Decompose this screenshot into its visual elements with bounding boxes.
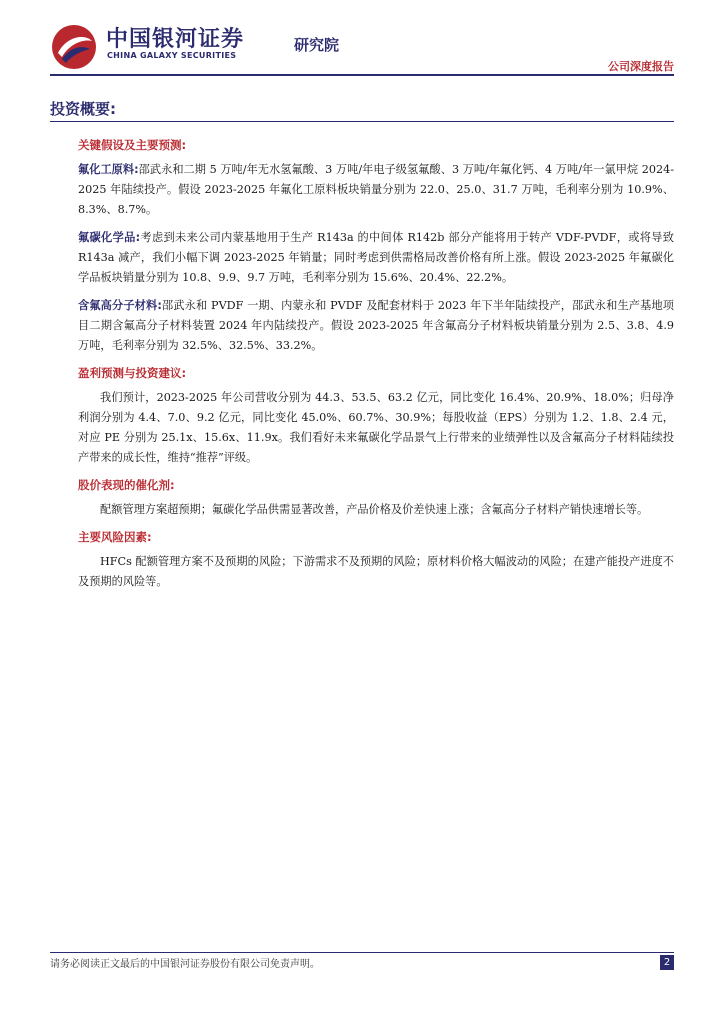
brand-name-en: CHINA GALAXY SECURITIES (107, 51, 237, 60)
fluorocarbon-paragraph (78, 228, 674, 288)
section-divider (50, 121, 674, 122)
catalyst-heading: 股价表现的催化剂: (78, 478, 175, 492)
fluoro-materials-paragraph (78, 160, 674, 220)
header-divider (50, 74, 674, 76)
page-header (50, 20, 674, 74)
main-content (50, 128, 674, 600)
galaxy-logo-icon (50, 23, 98, 71)
catalyst-paragraph: 配额管理方案超预期；氟碳化学品供需显著改善，产品价格及价差快速上涨；含氟高分子材料产销快速增长等。 (100, 503, 649, 516)
page-number: 2 (660, 955, 674, 970)
footer-divider (50, 952, 674, 953)
fluorocarbon-lead: 氟碳化学品: (78, 231, 141, 244)
institute-name: 研究院 (294, 36, 340, 54)
footer-disclaimer: 请务必阅读正文最后的中国银河证券股份有限公司免责声明。 (50, 959, 320, 970)
brand-name-cn: 中国银河证券 (106, 27, 245, 52)
fluoro-materials-text: 邵武永和二期 5 万吨/年无水氢氟酸、3 万吨/年电子级氢氟酸、3 万吨/年氟化钙、4 万吨/年一氯甲烷 2024-2025 年陆续投产。假设 2023-2025 年氟化工原料板块销量分别为 22.0、25.0、31.7 万吨，毛利率分别为 10.9%、8.3%、8.7%。 (78, 163, 674, 216)
section-title: 投资概要: (50, 100, 116, 118)
key-assumptions-heading: 关键假设及主要预测: (78, 138, 187, 152)
risk-paragraph: HFCs 配额管理方案不及预期的风险；下游需求不及预期的风险；原材料价格大幅波动的风险；在建产能投产进度不及预期的风险等。 (78, 555, 674, 588)
report-type-label: 公司深度报告 (608, 60, 674, 73)
forecast-paragraph: 我们预计，2023-2025 年公司营收分别为 44.3、53.5、63.2 亿元，同比变化 16.4%、20.9%、18.0%；归母净利润分别为 4.4、7.0、9.2 亿元，同比变化 45.0%、60.7%、30.9%；每股收益（EPS）分别为 1.2、1.8、2.4 元，对应 PE 分别为 25.1x、15.6x、11.9x。我们看好未来氟碳化学品景气上行带来的业绩弹性以及含氟高分子材料陆续投产带来的成长性，维持“推荐”评级。 (78, 391, 674, 464)
forecast-heading: 盈利预测与投资建议: (78, 366, 187, 380)
fluoropolymer-text: 邵武永和 PVDF 一期、内蒙永和 PVDF 及配套材料于 2023 年下半年陆续投产，邵武永和生产基地项目二期含氟高分子材料装置 2024 年内陆续投产。假设 2023-2025 年含氟高分子材料板块销量分别为 2.5、3.8、4.9 万吨，毛利率分别为 32.5%、32.5%、33.2%。 (78, 299, 674, 352)
fluorocarbon-text: 考虑到未来公司内蒙基地用于生产 R143a 的中间体 R142b 部分产能将用于转产 VDF-PVDF，或将导致 R143a 减产，我们小幅下调 2023-2025 年销量；同时考虑到供需格局改善价格有所上涨。假设 2023-2025 年氟碳化学品板块销量分别为 10.8、9.9、9.7 万吨，毛利率分别为 15.6%、20.4%、22.2%。 (78, 231, 674, 284)
risk-heading: 主要风险因素: (78, 530, 152, 544)
fluoro-materials-lead: 氟化工原料: (78, 163, 139, 176)
fluoropolymer-paragraph (78, 296, 674, 356)
fluoropolymer-lead: 含氟高分子材料: (78, 299, 162, 312)
